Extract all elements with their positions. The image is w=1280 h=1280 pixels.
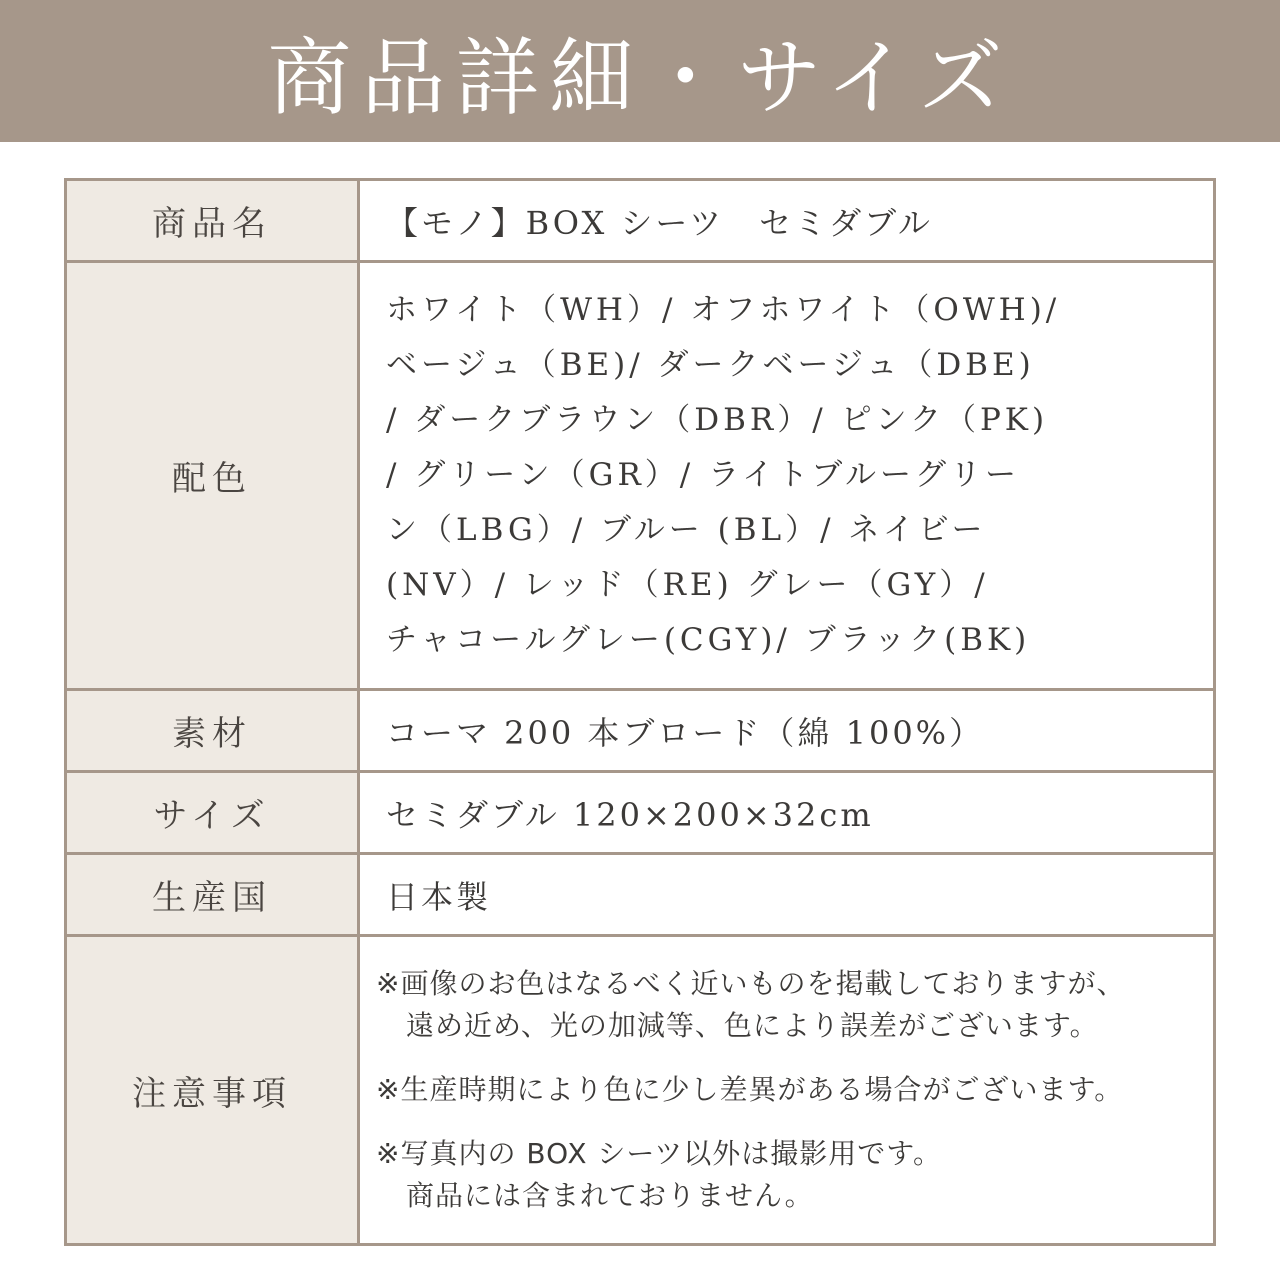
spec-value-origin: 日本製 bbox=[359, 854, 1215, 936]
color-list bbox=[360, 283, 1213, 668]
spec-label-size: サイズ bbox=[66, 772, 359, 854]
notes-list bbox=[360, 963, 1213, 1217]
spec-label-notes: 注意事項 bbox=[66, 936, 359, 1245]
spec-label-origin: 生産国 bbox=[66, 854, 359, 936]
spec-row-notes bbox=[66, 936, 1215, 1245]
spec-value-name: 【モノ】BOX シーツ セミダブル bbox=[359, 180, 1215, 262]
spec-row-colors bbox=[66, 262, 1215, 690]
color-line: (NV）/ レッド（RE) グレー（GY）/ bbox=[386, 567, 989, 603]
spec-row-origin bbox=[66, 854, 1215, 936]
color-line: ベージュ（BE)/ ダークベージュ（DBE) bbox=[386, 347, 1035, 383]
color-line: ン（LBG）/ ブルー (BL）/ ネイビー bbox=[386, 512, 987, 548]
page-title: 商品詳細・サイズ bbox=[267, 28, 1013, 127]
spec-label-colors: 配色 bbox=[66, 262, 359, 690]
spec-value-colors bbox=[359, 262, 1215, 690]
spec-row-size bbox=[66, 772, 1215, 854]
spec-value-material: コーマ 200 本ブロード（綿 100%） bbox=[359, 690, 1215, 772]
spec-row-material bbox=[66, 690, 1215, 772]
note-line: ※生産時期により色に少し差異がある場合がございます。 bbox=[376, 1073, 1124, 1106]
color-line: ホワイト（WH）/ オフホワイト（OWH)/ bbox=[386, 292, 1061, 328]
note-line: 商品には含まれておりません。 bbox=[406, 1179, 814, 1212]
spec-label-name: 商品名 bbox=[66, 180, 359, 262]
spec-row-name bbox=[66, 180, 1215, 262]
note-item bbox=[376, 1069, 1199, 1111]
spec-table bbox=[64, 178, 1216, 1246]
note-line: ※画像のお色はなるべく近いものを掲載しておりますが、 bbox=[376, 967, 1126, 1000]
page-header bbox=[0, 0, 1280, 142]
note-item bbox=[376, 963, 1199, 1047]
color-line: / グリーン（GR）/ ライトブルーグリー bbox=[386, 457, 1020, 493]
note-item bbox=[376, 1133, 1199, 1217]
note-line: ※写真内の BOX シーツ以外は撮影用です。 bbox=[376, 1137, 943, 1170]
spec-label-material: 素材 bbox=[66, 690, 359, 772]
color-line: チャコールグレー(CGY)/ ブラック(BK) bbox=[386, 622, 1031, 658]
color-line: / ダークブラウン（DBR）/ ピンク（PK) bbox=[386, 402, 1049, 438]
spec-value-size: セミダブル 120×200×32cm bbox=[359, 772, 1215, 854]
note-line: 遠め近め、光の加減等、色により誤差がございます。 bbox=[406, 1009, 1099, 1042]
spec-value-notes bbox=[359, 936, 1215, 1245]
